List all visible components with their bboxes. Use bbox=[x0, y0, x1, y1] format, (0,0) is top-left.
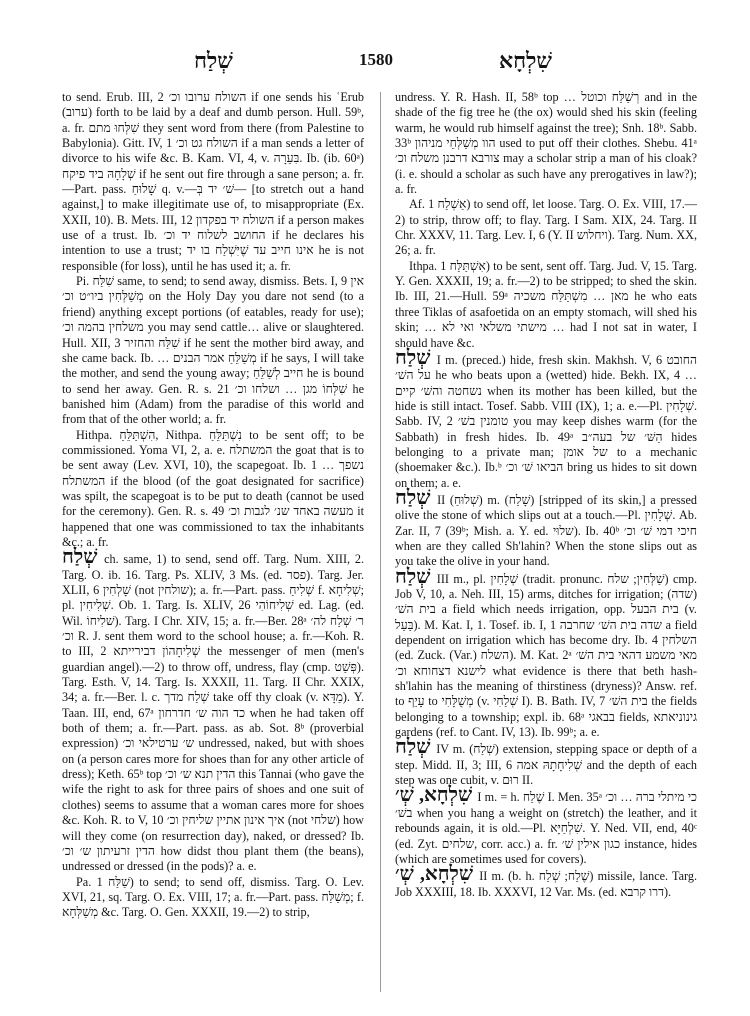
entry-headword: שְׁלַח bbox=[395, 736, 431, 759]
entry-text: to send. Erub. III, 2 השולח ערובו וכ׳ if one sends his ʿErub (ערוב) forth to be laid by a deaf and dumb person. Hull. 59ᵇ, a. fr. שִׁלְּחוּ מתם they sent word from there (from Palestine to Babylonia). Gitt. IV, 1 השולח גט וכ׳ if a man sends a letter of divorce to his wife &c. B. Kam. VI, 4, v. בִּעֵרָה. Ib. (ib. 60ᵃ) שְׁלָחָהּ ביד פיקח if he sent out fire through a sane person; a. fr.—Part. pass. שָׁלוּחַ q. v.—שׁ׳ יד בְּ‎— [to stretch out a hand against,] to make illegitimate use of, to misappropriate (Ex. XXII, 10). B. Mets. III, 12 השולח יד בפקדון if a person makes use of a trust. Ib. החושב לשלוח יד וכ׳ if he declares his intention to use a trust; אינו חייב עד שֶׁיִּשְׁלַח בו יד he is not responsible (for loss), until he has used it; a. fr. bbox=[62, 90, 364, 273]
entry-text: II (שְׁלוּחַ) m. (שָׁלַח) [stripped of its skin,] a pressed olive the stone of which slips out at a touch.—Pl. שְׁלָחִין. Ab. Zar. II, 7 (39ᵇ; Mish. a. Y. ed. שלוּי). Ib. 40ᵇ חיכי דמי שׁ׳ וכ׳ when are they called Sh'lahin? When the stone slips out as you take the olive in your hand. bbox=[395, 492, 697, 569]
dictionary-entry bbox=[395, 784, 697, 867]
entry-text: I m. = h. שֶׁלַח I. Men. 35ᵃ כי מיתלי ברה … וכ׳ בשׁ׳ when you hang a weight on (stretch) the leather, and it rebounds again, it is old.—Pl. שִׁלְחַיָּא. Y. Ned. VII, end, 40ᶜ (ed. Zyt. שלחים, corr. acc.) a. fr. כגון אילין שׁ׳ instance, hides (which are sometimes used for covers). bbox=[395, 790, 697, 866]
entry-text: Pi. שִׁלַּח same, to send; to send away, dismiss. Bets. I, 9 אין מְשַׁלְּחִין ביו״ט וכ׳ on the Holy Day you dare not send (to a friend) anything except portions (of eatables, ready for use); משלחין בהמה וכ׳ you may send cattle… alive or slaughtered. Hull. XII, 3 שִׁלַּח והחזיר if he sent the mother bird away, and she came back. Ib. … מְשַׁלֵּחַ אמר הבנים if he says, I will take the mother, and send the young away; חייב לְשַׁלֵּחַ he is bound to send her away. Gen. R. s. 21 שִׁלְּחוֹ מגן … ושלחו וכ׳ he banished him (Adam) from the paradise of this world and from that of the other world; a. fr. bbox=[62, 274, 364, 427]
entry-text: undress. Y. R. Hash. II, 58ᵇ top … רְשַׁלַּח וכוטל and in the shade of the fig tree he (the ox) would shed his skin (feeling warm, he would rub himself against the tree); Snh. 18ᵇ. Sabb. 33ᵇ הוו מְשַׁלְּחֵי מניהון used to put off their clothes. Shebu. 41ᵃ צורבא דרבנן משלח וכ׳ may a scholar strip a man of his cloak? (i. e. should a scholar as such have any prerogatives in law?); a. fr. bbox=[395, 90, 697, 197]
entry-paragraph bbox=[62, 875, 364, 921]
entry-headword: שְׁלַח bbox=[395, 346, 431, 369]
entry-text: Ithpa. אִשְׁתַּלַּח 1) to be sent, sent off. Targ. Jud. V, 15. Targ. Y. Gen. XXXII, 19; a. fr.—2) to be stripped; to shed the skin. Ib. III, 21.—Hull. 59ᵃ מאן … מִשְׁתַּלַּח משכיה he who eats three Tiklas of asafoetida on an empty stomach, will shed his skin; … מישתי משלאי ואי לא … had I not sat in water, I should have &c. bbox=[395, 258, 697, 350]
entry-text: Af. אַשְׁלַח 1) to send off, let loose. Targ. O. Ex. VIII, 17.—2) to strip, throw off; to flay. Targ. I Sam. XIX, 24. Targ. II Chr. XXXV, 11. Targ. Lev. I, 6 (Y. II ויחלוש). Targ. Num. XX, 26; a. fr. bbox=[395, 197, 697, 258]
page-header bbox=[62, 44, 690, 76]
entry-headword: שְׁלַח bbox=[395, 486, 431, 509]
dictionary-entry bbox=[395, 565, 697, 741]
entry-paragraph bbox=[62, 274, 364, 427]
entry-headword: שְׁלַח bbox=[395, 565, 431, 588]
entry-text: I m. (preced.) hide, fresh skin. Makhsh. V, 6 החובט על השׁ׳ he who beats upon a (wetted) hide. Bekh. IX, 4 … נשחטה והשׁ׳ קיים when its mother has been killed, but the hide is still intact. Tosef. Sabb. VIII (IX), 1; a. e.—Pl. שְׁלָחִין. Sabb. IV, 2 טומנין בשׁ׳ you may keep dishes warm (for the Sabbath) in fresh hides. Ib. 49ᵃ הַשּׁ׳ של בעה״ב hides belonging to a private man; של אומן to a mechanic (shoemaker &c.). Ib.ᵇ הביאו שׁ׳ וכ׳ bring us hides to sit down on them; a. e. bbox=[395, 352, 697, 490]
entry-paragraph bbox=[395, 197, 697, 258]
page-number: 1580 bbox=[359, 50, 393, 69]
entry-text: ch. same, 1) to send, send off. Targ. Num. XIII, 2. Targ. O. ib. 16. Targ. Ps. XLIV, 3 Ms. (ed. פסר). Targ. Jer. XLII, 6 שָׁלְחִין (not שולחין); a. fr.—Part. pass. שְׁלִיחַ f. שְׁלִיחָא; pl. שְׁלִיחִין. Ob. 1. Targ. Is. XLIV, 26 שְׁלִיחוֹהִי ed. Lag. (ed. Wil. שׁלִיחוֹ). Targ. I Chr. XIV, 15; a. fr.—Ber. 28ᵃ ר׳ שְׁלַח לה׳ וכ׳ R. J. sent them word to the school house; a. fr.—Koh. R. to III, 2 שְׁלִיחָהוֹן דבירייתא the messenger of men (men's guardian angel).—2) to throw off, undress, flay (cmp. פְּשַׁט). Targ. Esth. V, 14. Targ. Is. XXXII, 11. Targ. II Chr. XXIX, 34; a. fr.—Ber. l. c. שְׁלַח מדך take off thy cloak (v. מַדָּא). Y. Taan. III, end, 67ᵃ כד הוה ש׳ חדרחון when he had taken off both of them; a. fr.—Part. pass. as ab. Sot. 8ᵇ (proverbial expression) ש׳ ערטילאי וכ׳ undressed, naked, but with shoes on (a person cares more for shoes than for any other article of dress); Keth. 65ᵇ top הדין תנא ש׳ וכ׳ this Tannai (who gave the wife the right to ask for three pairs of shoes and one suit of clothes) seems to assume that a woman cares more for shoes &c. Koh. R. to V, 10 איך אינון אתיין שליחין וכ׳ (not שלחי) how will they come (on resurrection day), naked, or dressed? Ib. הדין זרעיתון ש׳ וכ׳ how didst thou plant them (the beans), undressed or dressed (in the pods)? a. e. bbox=[62, 552, 364, 874]
entry-paragraph bbox=[62, 428, 364, 551]
left-guide-word: שְׁלַח bbox=[194, 48, 233, 73]
entry-text: IV m. (שְׁלַח) extension, stepping space or depth of a step. Midd. II, 3; III, 6 שְׁלִיחָתָהּ אמה and the depth of each step was one cubit, v. רוּם II. bbox=[395, 742, 697, 788]
dictionary-entry bbox=[395, 486, 697, 570]
right-guide-word: שִׁלְחָא bbox=[498, 48, 552, 73]
entry-text: Pa. שַׁלַּח 1) to send; to send off, dismiss. Targ. O. Lev. XVI, 21, sq. Targ. O. Ex. VIII, 17; a. fr.—Part. pass. מְשַׁלַּח; f. מְשַׁלְּחָא &c. Targ. O. Gen. XXXII, 19.—2) to strip, bbox=[62, 874, 364, 920]
dictionary-entry bbox=[62, 546, 364, 874]
dictionary-entry bbox=[395, 863, 697, 900]
left-column bbox=[62, 90, 364, 1000]
entry-text: II m. (b. h. שֶׁלַח; שְׁלַח) missile, lance. Targ. Job XXXIII, 18. Ib. XXXVI, 12 Var. Ms. (ed. דרו קרבא). bbox=[395, 869, 697, 899]
entry-text: Hithpa. הִשְׁתַּלֵּחַ, Nithpa. נִשְׁתַּלֵּחַ to be sent off; to be commissioned. Yoma VI, 2, a. e. המשתלח the goat that is to be sent away (Lev. XVI, 10), the scapegoat. Ib. 1 נשפך … המשתלח if the blood (of the goat designated for sacrifice) was spilt, the scapegoat is to be put to death (cannot be used for the ceremony). Gen. R. s. 49 מעשה באחד שנ׳ לגבות וכ׳ it happened that one was commissioned to tax the inhabitants &c.; a. fr. bbox=[62, 427, 364, 549]
entry-headword: שְׁלַח bbox=[62, 546, 98, 569]
entry-headword: שִׁלְחָא, שְׁ׳ bbox=[395, 784, 473, 807]
entry-paragraph bbox=[395, 90, 697, 197]
entry-headword: שִׁלְחָא, שְׁ׳ bbox=[395, 863, 474, 886]
dictionary-entry bbox=[395, 346, 697, 491]
right-column bbox=[395, 90, 697, 1000]
entry-paragraph bbox=[395, 259, 697, 351]
column-divider bbox=[380, 92, 381, 992]
dictionary-entry bbox=[395, 736, 697, 788]
entry-text: III m., pl. שְׁלָחִין (tradit. pronunc. שַׁלְּחִין; שלח) cmp. Job V, 10, a. Neh. III, 15) arms, ditches for irrigation; (שדה) בית השׁ׳ a field which needs irrigation, opp. בית הבעל (v. בַּעַל). M. Kat. I, 1. Tosef. ib. I, 1 שדה בית השׁ׳ שחרבה a field dependent on irrigation which has become dry. Ib. 4 השלחין (ed. Zuck. (Var.) השלח). M. Kat. 2ᵃ מאי משמע דהאי בית השׁ׳ לישנא דצחוחא וכ׳ what evidence is there that beth hash-sh'lahin has the meaning of thirstiness (dryness)? Answ. ref. to עָיֵף to מְשֻׁלָּחִי (v. שְׁלַחִי I). B. Bath. IV, 7 בית השׁ׳ the fields belonging to a township; expl. ib. 68ᵃ בבאגי fields, גינוניאתא gardens (ref. to Cant. IV, 13). Ib. 99ᵇ; a. e. bbox=[395, 571, 697, 740]
entry-paragraph bbox=[62, 90, 364, 274]
